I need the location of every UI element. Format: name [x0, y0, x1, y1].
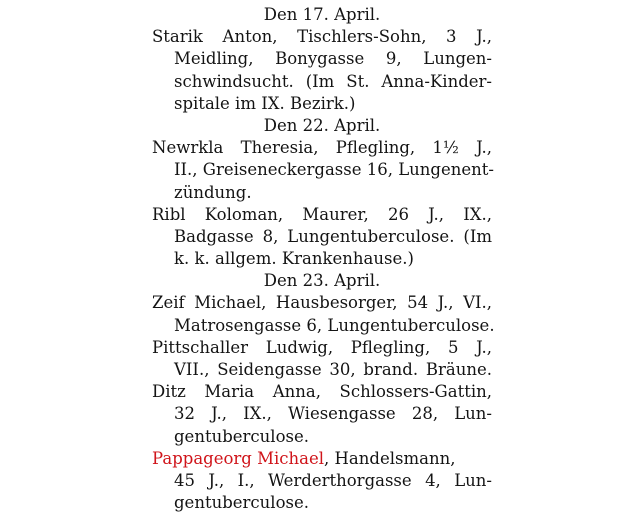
entry-line: II., Greiseneckergasse 16, Lungenent- [174, 160, 494, 180]
entry-line: 32 J., IX., Wiesengasse 28, Lun- [174, 404, 492, 424]
date-heading: Den 22. April. [263, 115, 381, 135]
text-column [152, 4, 495, 514]
entry-line: Pittschaller Ludwig, Pflegling, 5 J., [152, 337, 492, 357]
entry-line: 45 J., I., Werderthorgasse 4, Lun- [174, 470, 492, 490]
entry-line: spitale im IX. Bezirk.) [174, 93, 356, 113]
entry-line-rest: , Handelsmann, [324, 448, 456, 468]
entry-line: zündung. [174, 182, 252, 202]
entry-line: Zeif Michael, Hausbesorger, 54 J., VI., [152, 293, 492, 313]
date-heading: Den 23. April. [263, 271, 381, 291]
entry-line: Ribl Koloman, Maurer, 26 J., IX., [152, 204, 492, 224]
highlighted-name: Pappageorg Michael [152, 448, 325, 468]
entry-line: Meidling, Bonygasse 9, Lungen- [174, 49, 492, 69]
entry-line: gentuberculose. [174, 426, 309, 446]
entry-line-highlighted [152, 448, 492, 470]
date-heading: Den 17. April. [263, 5, 381, 24]
entry-line: Starik Anton, Tischlers-Sohn, 3 J., [152, 27, 492, 47]
entry-line: schwindsucht. (Im St. Anna-Kinder- [174, 71, 492, 91]
entry-line: VII., Seidengasse 30, brand. Bräune. [174, 360, 492, 379]
entry-line: gentuberculose. [174, 493, 309, 513]
entry-line: Ditz Maria Anna, Schlossers-Gattin, [152, 382, 492, 402]
entry-line: Badgasse 8, Lungentuberculose. (Im [174, 226, 492, 246]
entry-line: Newrkla Theresia, Pflegling, 1½ J., [152, 138, 492, 158]
entry-line: k. k. allgem. Krankenhause.) [174, 249, 414, 269]
entry-line: Matrosengasse 6, Lungentuberculose. [174, 315, 495, 335]
